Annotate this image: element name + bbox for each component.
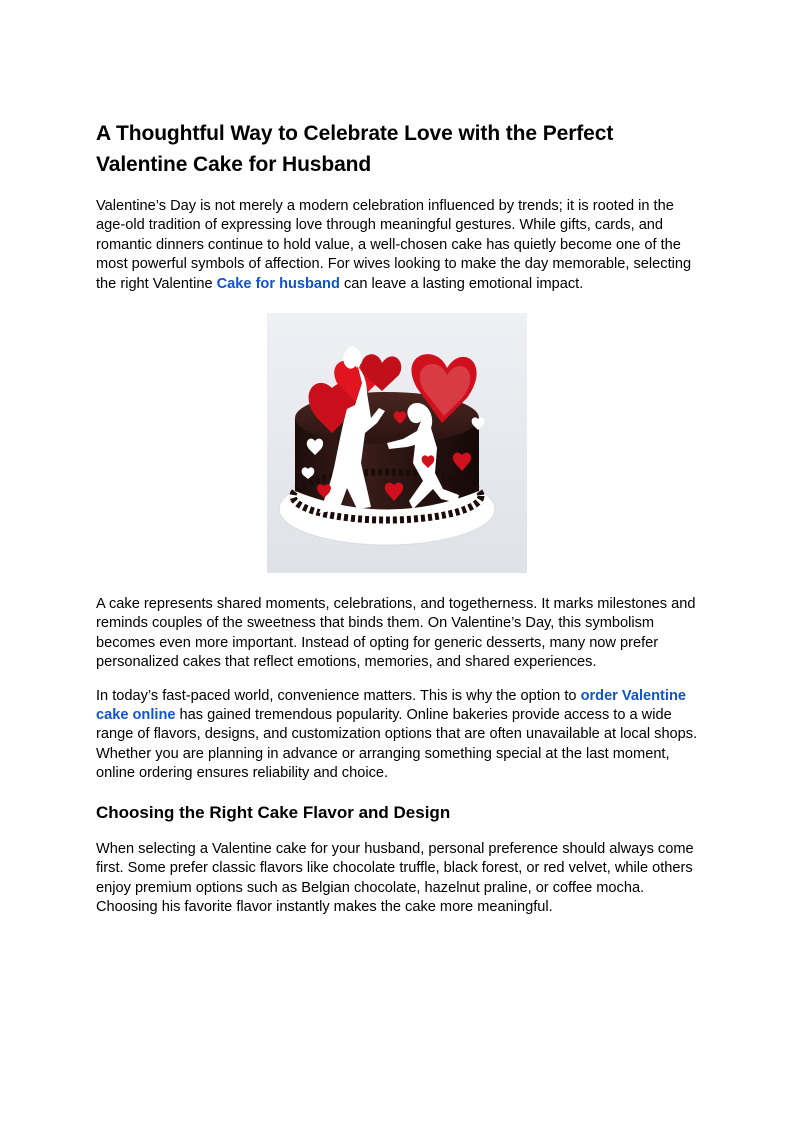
flavor-paragraph: When selecting a Valentine cake for your husband, personal preference should always come first. Some prefer classic flavors like chocolate truffle, black forest, or red velvet, while others enjoy premium options such as Belgian chocolate, hazelnut praline, or coffee mocha. Choosing his favorite flavor instantly makes the cake more meaningful. xyxy=(96,840,694,915)
valentine-cake-image xyxy=(267,313,527,573)
document-page xyxy=(96,118,700,917)
intro-text-after: can leave a lasting emotional impact. xyxy=(339,275,584,292)
intro-text-before: Valentine’s Day is not merely a modern celebration influenced by trends; it is rooted in the age-old tradition of expressing love through meaningful gestures. While gifts, cards, and romantic dinners continue to hold value, a well-chosen cake has quietly become one of the most powerful symbols of affection. For wives looking to make the day memorable, selecting the right Valentine xyxy=(96,198,692,292)
cake-illustration xyxy=(267,313,527,573)
para3-text-after: has gained tremendous popularity. Online bakeries provide access to a wide range of flavors, designs, and customization options that are often unavailable at local shops. Whether you are planning in advance or arranging something special at the last moment, online ordering ensures reliability and choice. xyxy=(96,707,698,782)
page-title xyxy=(96,118,700,180)
title-line-1: A Thoughtful Way to Celebrate Love with the Perfect xyxy=(96,122,614,145)
order-valentine-cake-online-link[interactable]: order Valentine cake online xyxy=(96,687,686,724)
intro-paragraph xyxy=(96,197,700,294)
title-line-2: Valentine Cake for Husband xyxy=(96,153,372,176)
online-ordering-paragraph xyxy=(96,687,700,784)
cake-for-husband-link[interactable]: Cake for husband xyxy=(216,275,340,292)
section-heading: Choosing the Right Cake Flavor and Design xyxy=(96,802,451,822)
cake-symbolism-paragraph: A cake represents shared moments, celebrations, and togetherness. It marks milestones and reminds couples of the sweetness that binds them. On Valentine’s Day, this symbolism becomes even more important. Instead of opting for generic desserts, many now prefer personalized cakes that reflect emotions, memories, and shared experiences. xyxy=(96,596,696,671)
para3-text-before: In today’s fast-paced world, convenience matters. This is why the option to xyxy=(96,687,581,704)
